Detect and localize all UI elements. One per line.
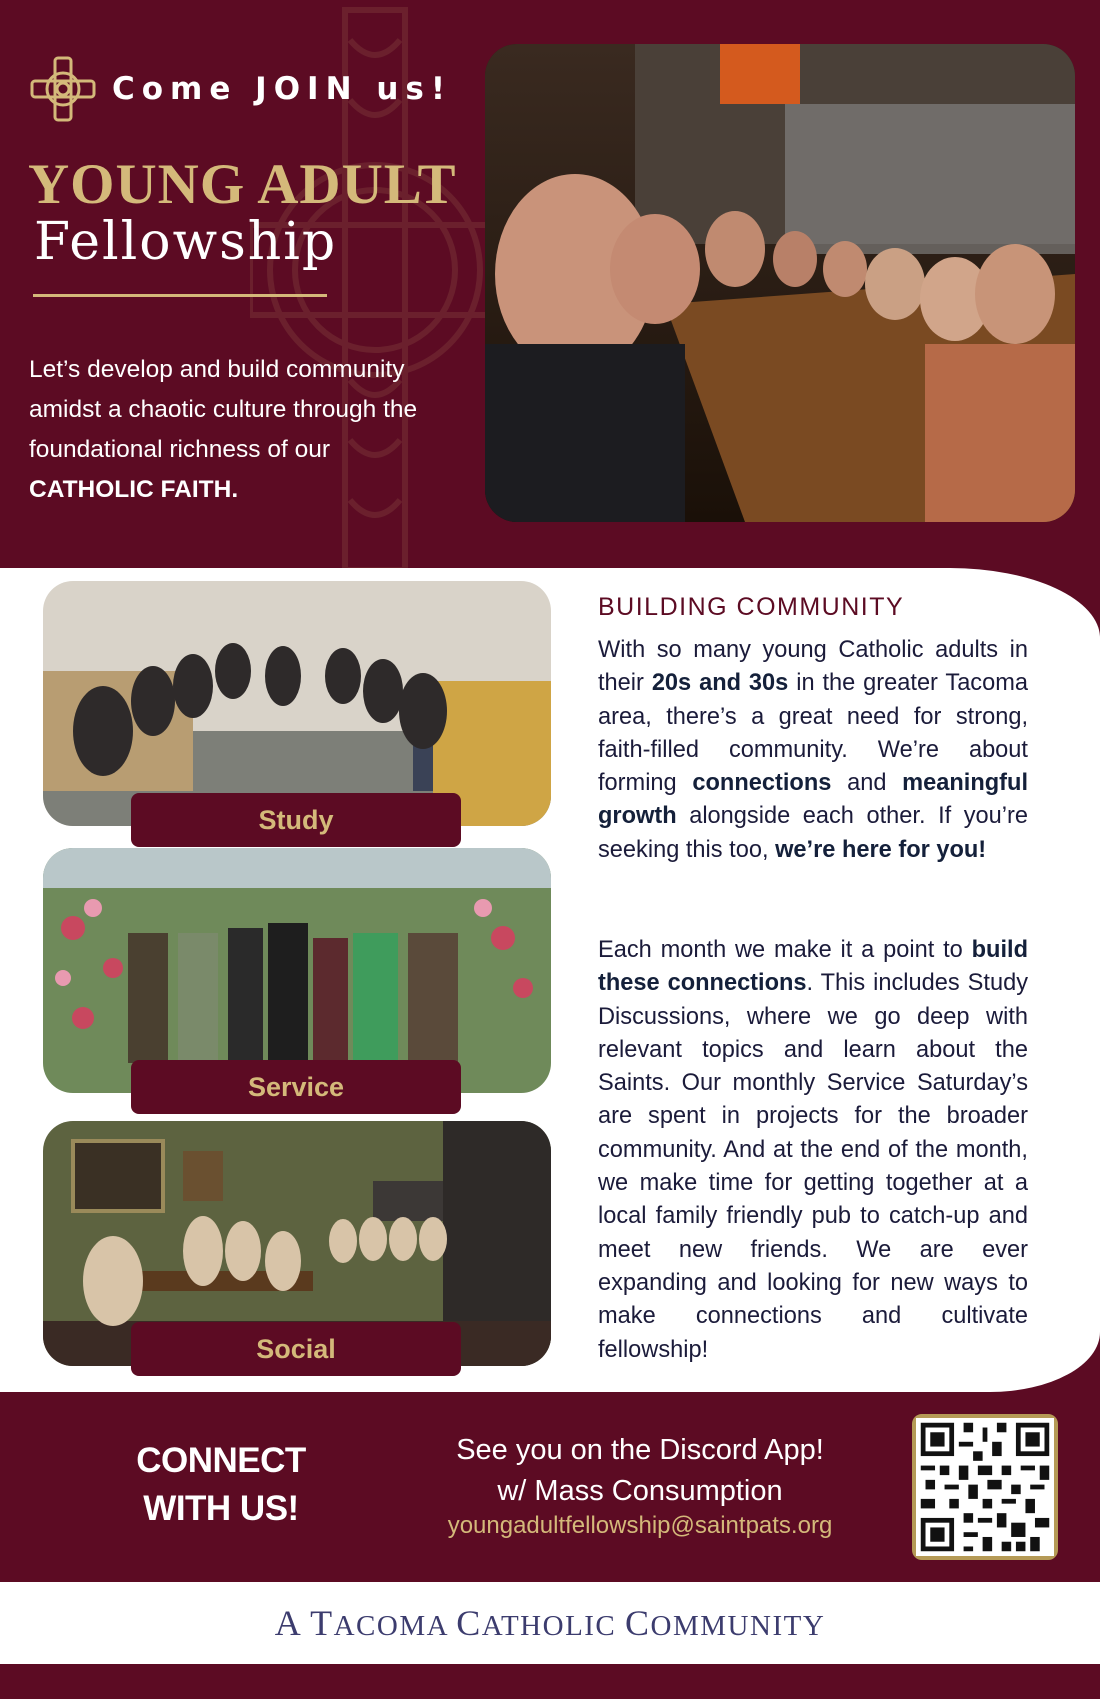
- tagline-ommunity: OMMUNITY: [650, 1610, 826, 1642]
- contact-email-link[interactable]: youngadultfellowship@saintpats.org: [447, 1512, 833, 1539]
- photo-study-group: [43, 581, 551, 826]
- p1-text-a: With so many young Catholic adults in their: [598, 637, 1028, 697]
- tagline: [0, 1602, 1100, 1644]
- title-fellowship: Fellowship: [34, 212, 338, 272]
- p1-bold-here-for-you: we’re here for you!: [775, 836, 987, 863]
- hero-photo-group-selfie: [485, 44, 1075, 522]
- title-divider: [33, 294, 327, 297]
- label-service: Service: [131, 1060, 461, 1114]
- celtic-cross-icon: [28, 54, 98, 124]
- tagline-c2: C: [625, 1603, 651, 1643]
- come-join-text: Come JOIN us!: [112, 71, 452, 107]
- connect-line1: CONNECT: [136, 1441, 306, 1480]
- intro-bold-text: CATHOLIC FAITH.: [29, 476, 239, 503]
- brand-row: [28, 54, 452, 124]
- building-paragraph-2: [598, 934, 1028, 1367]
- tagline-c: C: [456, 1603, 482, 1643]
- connect-heading: [106, 1437, 336, 1533]
- p2-bold-build-connections: build these connections: [598, 937, 1028, 997]
- label-social: Social: [131, 1322, 461, 1376]
- bottom-strip: [0, 1664, 1100, 1699]
- footer-band: [0, 1582, 1100, 1664]
- p1-bold-meaningful-growth: meaningful growth: [598, 770, 1028, 830]
- title-young-adult: YOUNG ADULT: [28, 153, 457, 216]
- label-study: Study: [131, 793, 461, 847]
- p1-text-g: alongside each other. If you’re seeking this too,: [598, 803, 1028, 863]
- intro-paragraph: [29, 350, 479, 510]
- p1-text-c: in the greater Tacoma area, there’s a great need for strong, faith-filled community. We’re about forming: [598, 670, 1029, 797]
- p1-bold-connections: connections: [692, 770, 832, 797]
- header-section: [0, 0, 1100, 570]
- photo-service-group: [43, 848, 551, 1093]
- tagline-acoma: ACOMA: [333, 1610, 457, 1642]
- building-community-heading: BUILDING COMMUNITY: [598, 593, 905, 621]
- building-paragraph-1: [598, 634, 1028, 867]
- tagline-t: T: [310, 1603, 334, 1643]
- tagline-a: A: [274, 1603, 311, 1643]
- p2-text-a: Each month we make it a point to: [598, 937, 972, 963]
- connect-section: [0, 1392, 1100, 1582]
- discord-line2: w/ Mass Consumption: [497, 1475, 783, 1507]
- intro-text: Let’s develop and build community amidst a chaotic culture through the foundational richness of our: [29, 356, 418, 463]
- discord-text: [400, 1430, 880, 1512]
- qr-code[interactable]: [912, 1414, 1058, 1560]
- connect-line2: WITH US!: [143, 1489, 299, 1528]
- p1-bold-20s-30s: 20s and 30s: [651, 670, 789, 697]
- p1-text-e: and: [831, 770, 903, 797]
- discord-line1: See you on the Discord App!: [456, 1434, 824, 1466]
- tagline-atholic: ATHOLIC: [481, 1610, 626, 1642]
- p2-text-c: . This includes Study Discussions, where we go deep with relevant topics and learn about the Saints. Our monthly Service Saturday’s are spent in projects for the broader community. And at the end of the month, we make time for getting together at a local family friendly pub to catch-up and meet new friends. We are ever expanding and looking for new ways to make connections and cultivate fellowship!: [598, 970, 1028, 1363]
